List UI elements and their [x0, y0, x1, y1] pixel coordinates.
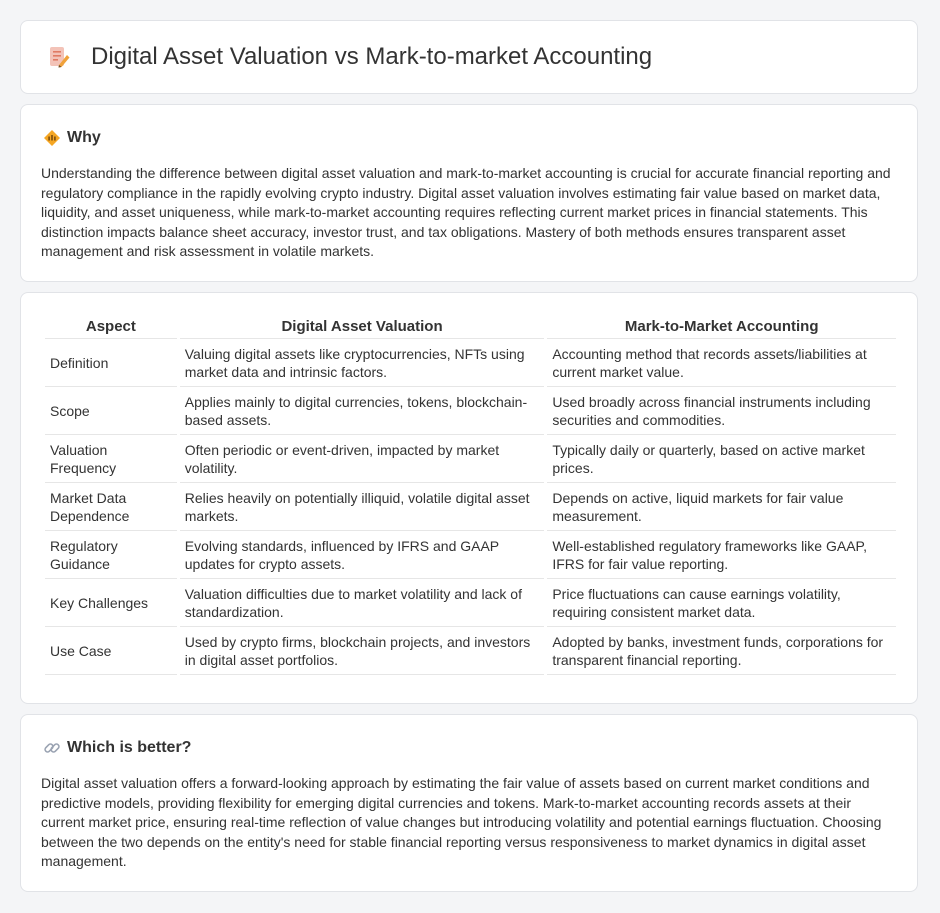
mark-to-market-cell: Well-established regulatory frameworks like GAAP, IFRS for fair value reporting. — [547, 531, 896, 579]
table-row — [45, 387, 896, 435]
table-row — [45, 483, 896, 531]
digital-asset-cell: Evolving standards, influenced by IFRS and GAAP updates for crypto assets. — [180, 531, 545, 579]
header-aspect: Aspect — [45, 315, 177, 339]
table-row — [45, 339, 896, 387]
mark-to-market-cell: Depends on active, liquid markets for fair value measurement. — [547, 483, 896, 531]
which-is-better-title: Which is better? — [67, 739, 192, 756]
mark-to-market-cell: Typically daily or quarterly, based on active market prices. — [547, 435, 896, 483]
header-digital-asset-valuation: Digital Asset Valuation — [180, 315, 545, 339]
comparison-table — [42, 315, 899, 675]
header-mark-to-market: Mark-to-Market Accounting — [547, 315, 896, 339]
diamond-signal-icon — [43, 129, 61, 147]
link-icon — [43, 739, 61, 757]
digital-asset-cell: Often periodic or event-driven, impacted by market volatility. — [180, 435, 545, 483]
document-pencil-icon — [47, 45, 71, 69]
digital-asset-cell: Used by crypto firms, blockchain projects, and investors in digital asset portfolios. — [180, 627, 545, 675]
table-header-row — [45, 315, 896, 339]
which-is-better-body: Digital asset valuation offers a forward-looking approach by estimating the fair value of assets based on current market conditions and predictive models, providing flexibility for emerging digital currencies and tokens. Mark-to-market accounting records assets at their current market price, ensuring real-time reflection of value changes but introducing volatility and potential earnings fluctuation. Choosing between the two depends on the entity's need for stable financial reporting versus responsiveness to market dynamics in digital asset management. — [41, 775, 882, 869]
mark-to-market-cell: Used broadly across financial instruments including securities and commodities. — [547, 387, 896, 435]
title-card — [20, 20, 918, 94]
comparison-table-card — [20, 292, 918, 704]
mark-to-market-cell: Accounting method that records assets/liabilities at current market value. — [547, 339, 896, 387]
digital-asset-cell: Valuing digital assets like cryptocurrencies, NFTs using market data and intrinsic factors. — [180, 339, 545, 387]
digital-asset-cell: Applies mainly to digital currencies, tokens, blockchain-based assets. — [180, 387, 545, 435]
aspect-cell: Scope — [45, 387, 177, 435]
mark-to-market-cell: Price fluctuations can cause earnings volatility, requiring consistent market data. — [547, 579, 896, 627]
aspect-cell: Valuation Frequency — [45, 435, 177, 483]
why-title: Why — [67, 129, 101, 146]
digital-asset-cell: Valuation difficulties due to market volatility and lack of standardization. — [180, 579, 545, 627]
digital-asset-cell: Relies heavily on potentially illiquid, volatile digital asset markets. — [180, 483, 545, 531]
table-row — [45, 531, 896, 579]
aspect-cell: Regulatory Guidance — [45, 531, 177, 579]
table-row — [45, 435, 896, 483]
aspect-cell: Key Challenges — [45, 579, 177, 627]
table-row — [45, 627, 896, 675]
which-is-better-section — [20, 714, 918, 892]
page-title: Digital Asset Valuation vs Mark-to-market Accounting — [91, 43, 653, 70]
aspect-cell: Use Case — [45, 627, 177, 675]
why-section — [20, 104, 918, 282]
table-row — [45, 579, 896, 627]
why-body: Understanding the difference between digital asset valuation and mark-to-market accounting is crucial for accurate financial reporting and regulatory compliance in the rapidly evolving crypto industry. Digital asset valuation involves estimating fair value based on market data, liquidity, and asset uniqueness, while mark-to-market accounting requires reflecting current market prices in financial statements. This distinction impacts balance sheet accuracy, investor trust, and tax obligations. Mastery of both methods ensures transparent asset management and risk assessment in volatile markets. — [41, 165, 891, 259]
mark-to-market-cell: Adopted by banks, investment funds, corporations for transparent financial reporting. — [547, 627, 896, 675]
aspect-cell: Market Data Dependence — [45, 483, 177, 531]
aspect-cell: Definition — [45, 339, 177, 387]
